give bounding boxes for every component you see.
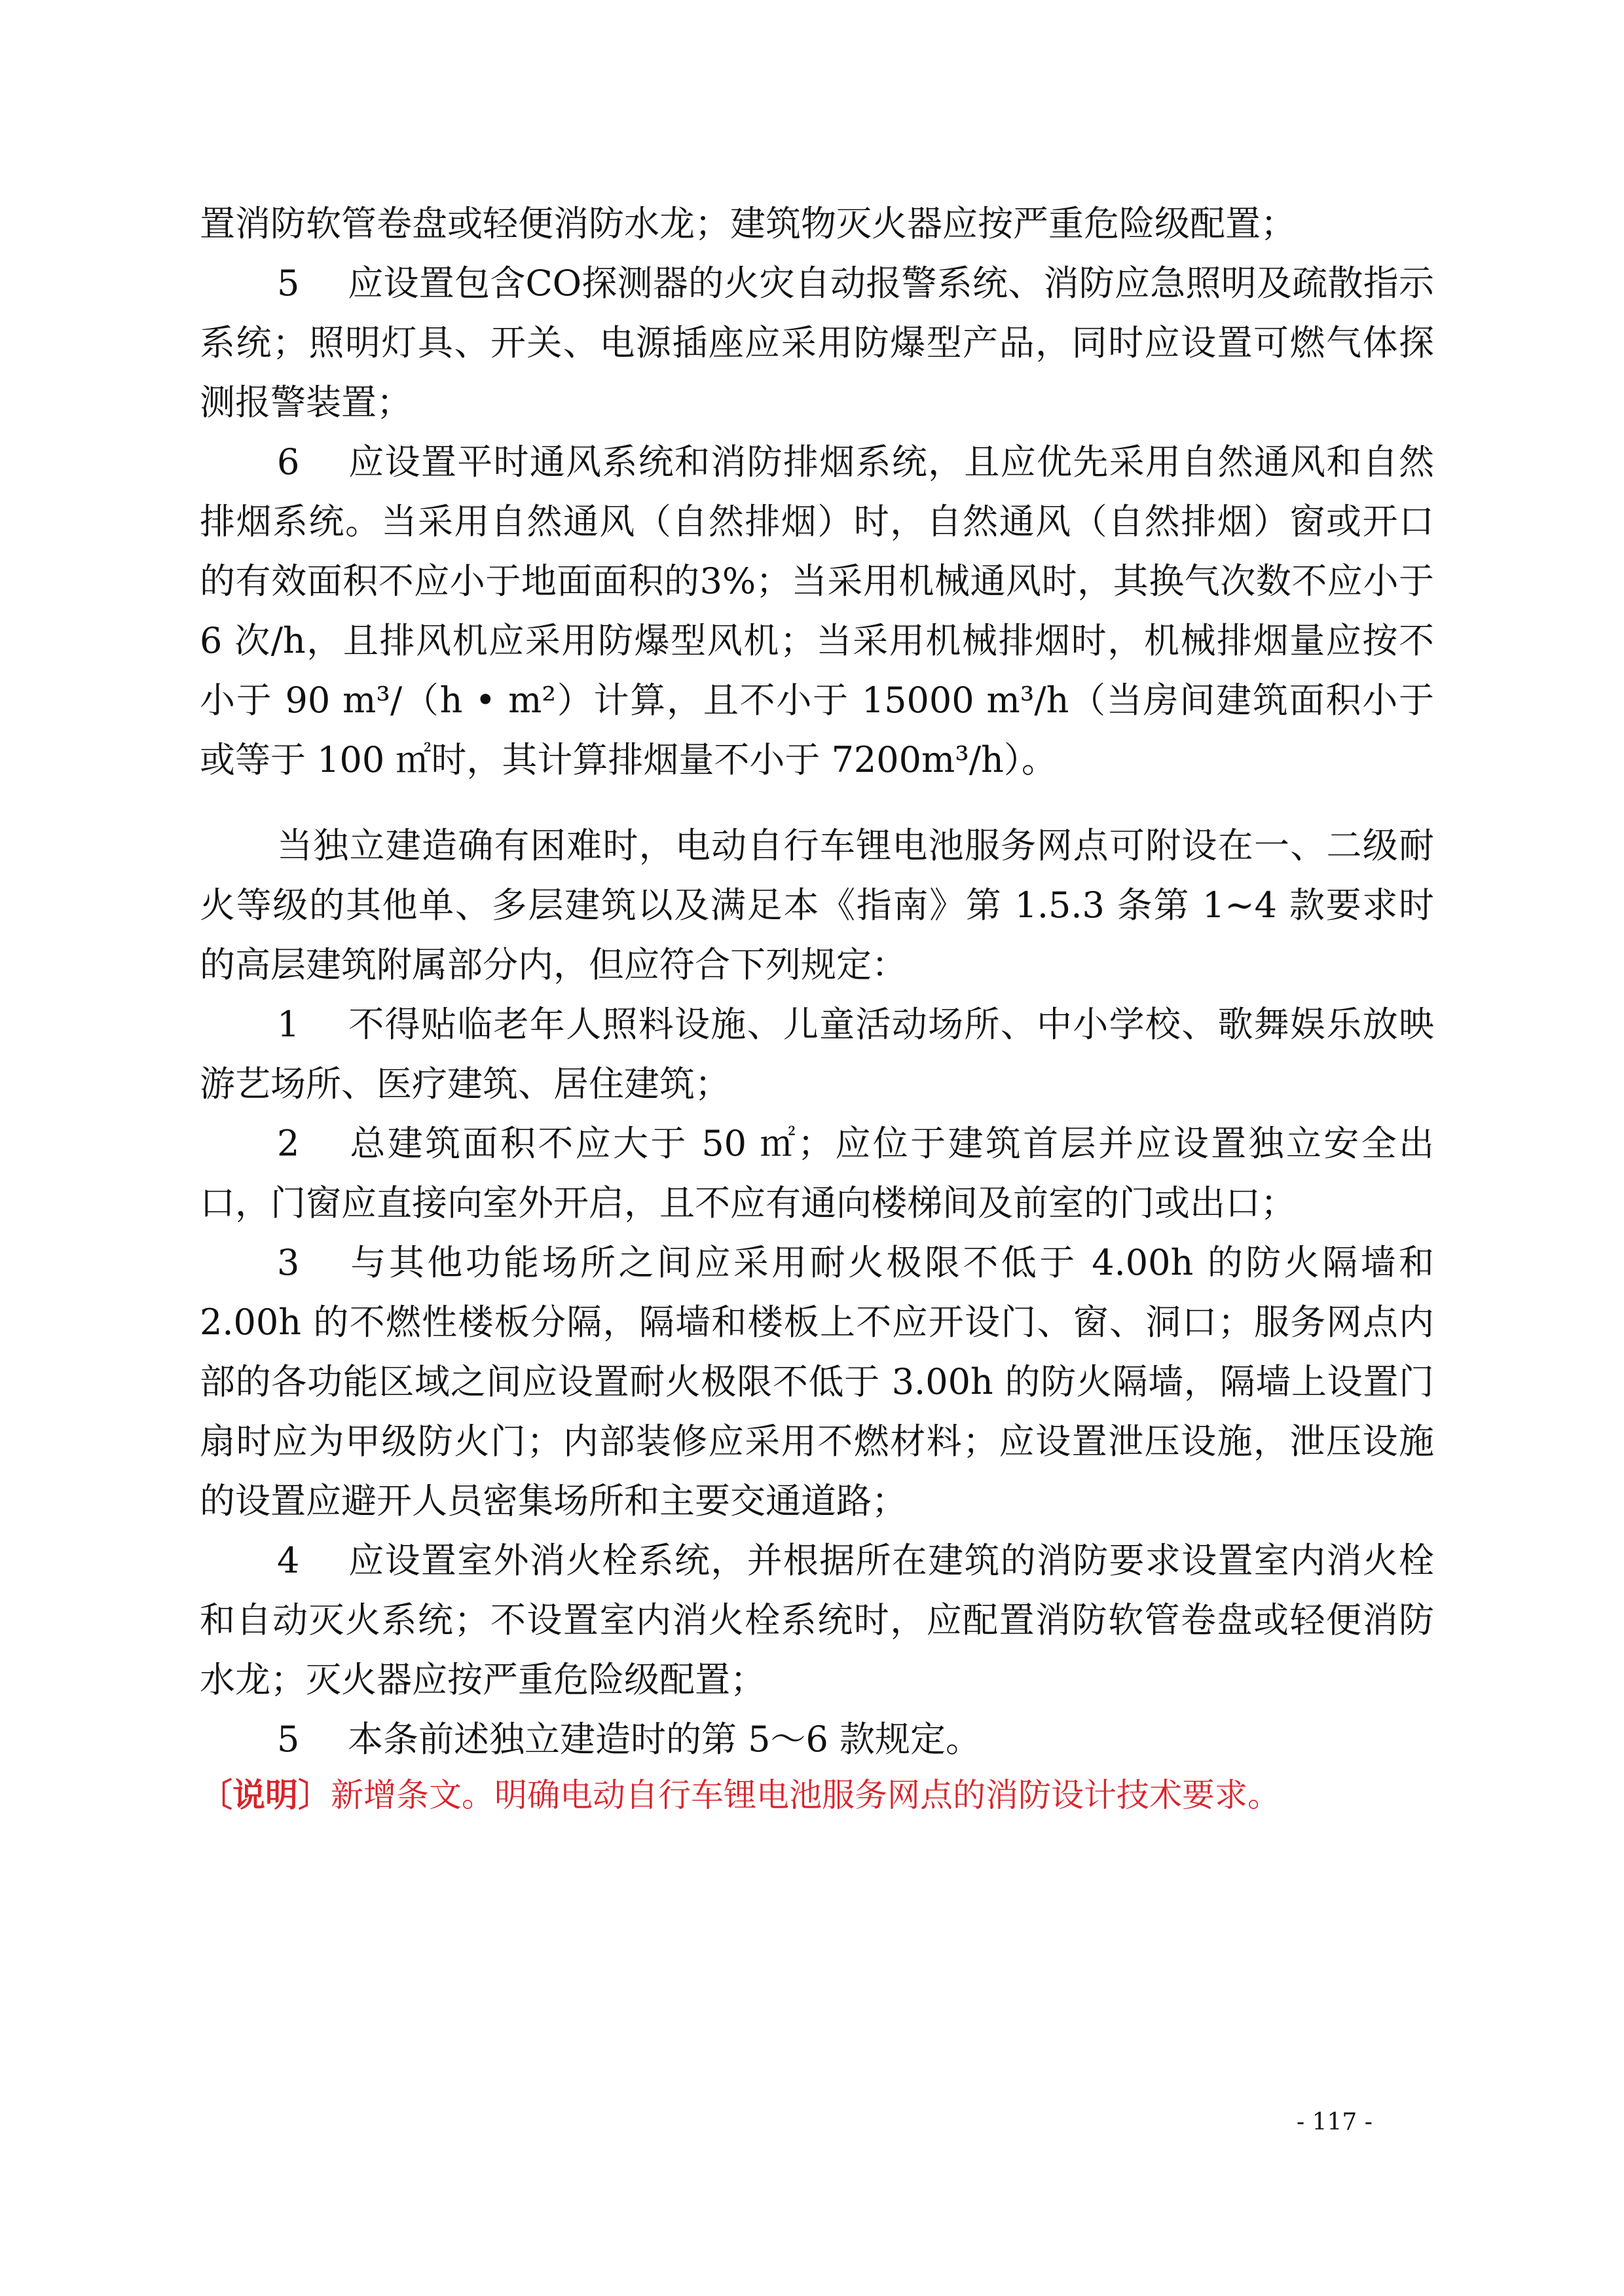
list-item — [200, 253, 1434, 432]
paragraph-gap — [200, 790, 1434, 816]
item-number: 5 — [277, 1719, 300, 1760]
paragraph-text: 当独立建造确有困难时，电动自行车锂电池服务网点可附设在一、二级耐火等级的其他单、多层建筑以及满足本《指南》第 1.5.3 条第 1~4 款要求时的高层建筑附属部分内，但应符合下列规定： — [200, 825, 1434, 985]
item-text: 应设置包含CO探测器的火灾自动报警系统、消防应急照明及疏散指示系统；照明灯具、开关、电源插座应采用防爆型产品，同时应设置可燃气体探测报警装置； — [200, 263, 1434, 423]
item-number: 4 — [277, 1540, 300, 1581]
note-label: 〔说明〕 — [200, 1776, 331, 1814]
list-item — [200, 1114, 1434, 1233]
explanatory-note — [200, 1769, 1434, 1821]
item-number: 2 — [277, 1123, 300, 1164]
item-number: 6 — [277, 441, 300, 483]
list-item — [200, 1709, 1434, 1769]
item-text: 与其他功能场所之间应采用耐火极限不低于 4.00h 的防火隔墙和2.00h 的不燃性楼板分隔，隔墙和楼板上不应开设门、窗、洞口；服务网点内部的各功能区域之间应设置耐火极限不低于 3.00h 的防火隔墙，隔墙上设置门扇时应为甲级防火门；内部装修应采用不燃材料；应设置泄压设施，泄压设施的设置应避开人员密集场所和主要交通道路； — [200, 1242, 1434, 1522]
item-number: 1 — [277, 1004, 300, 1045]
body-text — [200, 194, 1434, 1821]
item-text: 本条前述独立建造时的第 5～6 款规定。 — [348, 1719, 982, 1760]
list-item — [200, 432, 1434, 790]
note-text: 新增条文。明确电动自行车锂电池服务网点的消防设计技术要求。 — [331, 1776, 1280, 1814]
item-text: 应设置平时通风系统和消防排烟系统，且应优先采用自然通风和自然排烟系统。当采用自然通风（自然排烟）时，自然通风（自然排烟）窗或开口的有效面积不应小于地面面积的3%；当采用机械通风时，其换气次数不应小于 6 次/h，且排风机应采用防爆型风机；当采用机械排烟时，机械排烟量应按不小于 90 m³/（h • m²）计算，且不小于 15000 m³/h（当房间建筑面积小于或等于 100 ㎡时，其计算排烟量不小于 7200m³/h）。 — [200, 441, 1434, 780]
item-number: 5 — [277, 263, 300, 304]
paragraph-text: 置消防软管卷盘或轻便消防水龙；建筑物灭火器应按严重危险级配置； — [200, 203, 1296, 244]
list-item — [200, 1233, 1434, 1531]
item-text: 总建筑面积不应大于 50 ㎡；应位于建筑首层并应设置独立安全出口，门窗应直接向室外开启，且不应有通向楼梯间及前室的门或出口； — [200, 1123, 1434, 1224]
list-item — [200, 1531, 1434, 1709]
item-text: 应设置室外消火栓系统，并根据所在建筑的消防要求设置室内消火栓和自动灭火系统；不设置室内消火栓系统时，应配置消防软管卷盘或轻便消防水龙；灭火器应按严重危险级配置； — [200, 1540, 1434, 1700]
page-number: - 117 - — [1297, 2109, 1373, 2136]
paragraph-intro — [200, 816, 1434, 994]
paragraph-continuation — [200, 194, 1434, 253]
item-text: 不得贴临老年人照料设施、儿童活动场所、中小学校、歌舞娱乐放映游艺场所、医疗建筑、居住建筑； — [200, 1004, 1434, 1104]
list-item — [200, 994, 1434, 1114]
item-number: 3 — [277, 1242, 300, 1283]
